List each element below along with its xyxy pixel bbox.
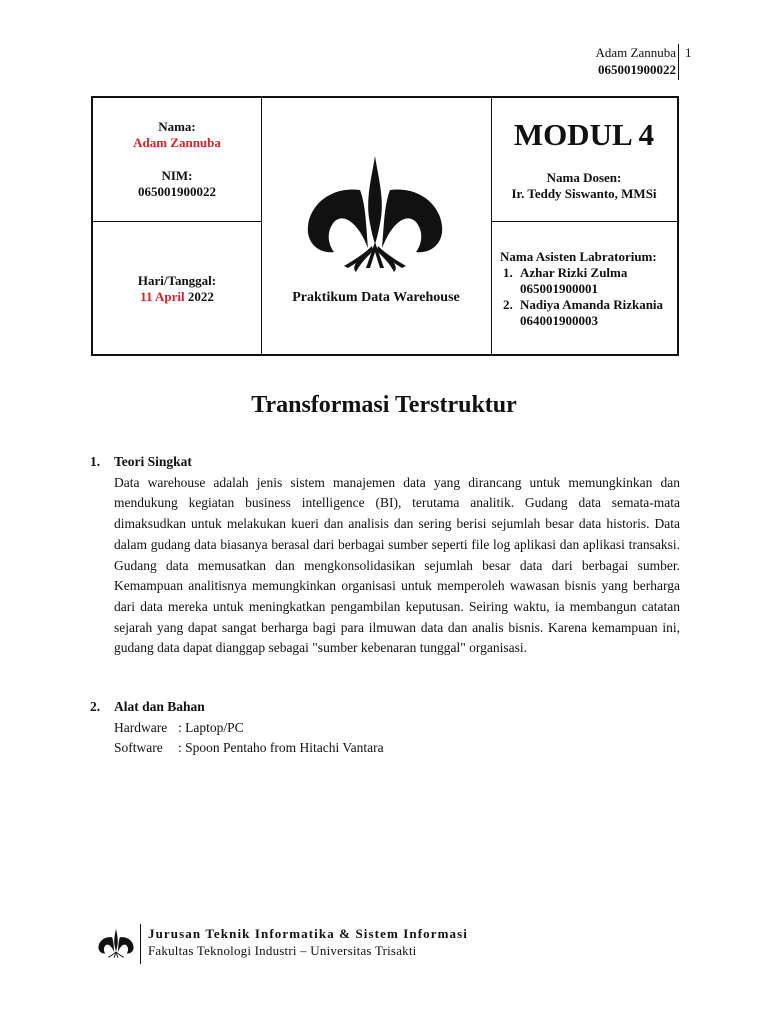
- nama-value: Adam Zannuba: [133, 135, 221, 150]
- assistant-cell: [491, 222, 677, 356]
- header-nim: 065001900022: [598, 62, 676, 77]
- section-heading: [90, 697, 680, 718]
- page-title: Transformasi Terstruktur: [251, 392, 517, 418]
- course-name: Praktikum Data Warehouse: [292, 290, 460, 305]
- footer-faculty: Fakultas Teknologi Industri – Universitas Trisakti: [148, 943, 417, 958]
- date-value: [93, 289, 261, 305]
- dosen-value: Ir. Teddy Siswanto, MMSi: [511, 186, 657, 201]
- section-body: Data warehouse adalah jenis sistem manajemen data yang dirancang untuk memungkinkan dan mendukung kegiatan business intelligence (BI), terutama analitik. Gudang data semata-mata dimaksudkan untuk melakukan kueri dan analisis dan sering berisi sejumlah besar data historis. Data dalam gudang data biasanya berasal dari berbagai sumber seperti file log aplikasi dan aplikasi transaksi. Gudang data memusatkan dan mengkonsolidasikan sejumlah besar data dari berbagai sumber. Kemampuan analitisnya memungkinkan organisasi untuk memperoleh wawasan bisnis yang berharga dari data mereka untuk meningkatkan pengambilan keputusan. Seiring waktu, ia membangun catatan sejarah yang dapat sangat berharga bagi para ilmuwan data dan analis bisnis. Karena kemampuan ini, gudang data dapat dianggap sebagai "sumber kebenaran tunggal" organisasi.: [114, 474, 680, 656]
- logo-cell: [261, 98, 491, 356]
- software-value: : Spoon Pentaho from Hitachi Vantara: [178, 740, 384, 756]
- assistant-name: 1. Azhar Rizki Zulma: [520, 265, 628, 280]
- section-teori: [90, 452, 680, 659]
- section-alat: [90, 697, 680, 759]
- hardware-value: : Laptop/PC: [178, 719, 244, 735]
- module-cell: [491, 98, 677, 221]
- assistant-nim: 065001900001: [520, 281, 598, 296]
- date-day: 11 April: [140, 289, 185, 304]
- asisten-label: Nama Asisten Labratorium:: [500, 249, 657, 264]
- student-cell: [93, 98, 261, 221]
- trisakti-logo-icon: [306, 156, 444, 276]
- section-heading-text: Teori Singkat: [114, 454, 192, 469]
- list-item: [516, 297, 677, 329]
- page-header: [595, 44, 676, 78]
- hari-label: Hari/Tanggal:: [137, 273, 217, 288]
- nama-label: Nama:: [158, 119, 196, 134]
- assistant-list: [500, 265, 677, 329]
- hardware-row: [114, 718, 680, 739]
- assistant-nim: 064001900003: [520, 313, 598, 328]
- header-name: Adam Zannuba: [595, 45, 676, 60]
- nim-label: NIM:: [161, 168, 193, 183]
- section-number: 1.: [90, 454, 101, 469]
- page-number-text: 1: [685, 45, 692, 60]
- section-heading: [90, 452, 680, 473]
- footer-department: Jurusan Teknik Informatika & Sistem Informasi: [148, 926, 469, 941]
- hardware-label: Hardware: [114, 719, 168, 735]
- nim-value: 065001900022: [138, 184, 216, 199]
- identity-table: [91, 96, 679, 356]
- module-title: MODUL 4: [513, 117, 655, 152]
- software-row: [114, 738, 680, 759]
- assistant-name: 2. Nadiya Amanda Rizkania: [520, 297, 664, 312]
- date-year: 2022: [187, 289, 214, 304]
- list-item: [516, 265, 677, 297]
- date-cell: [93, 222, 261, 356]
- footer-text: [148, 925, 548, 959]
- dosen-label: Nama Dosen:: [546, 170, 622, 185]
- footer-divider: [140, 924, 141, 964]
- trisakti-logo-icon: [98, 928, 134, 960]
- section-number: 2.: [90, 699, 101, 714]
- section-heading-text: Alat dan Bahan: [114, 699, 205, 714]
- page-number: [678, 44, 692, 80]
- software-label: Software: [114, 740, 163, 756]
